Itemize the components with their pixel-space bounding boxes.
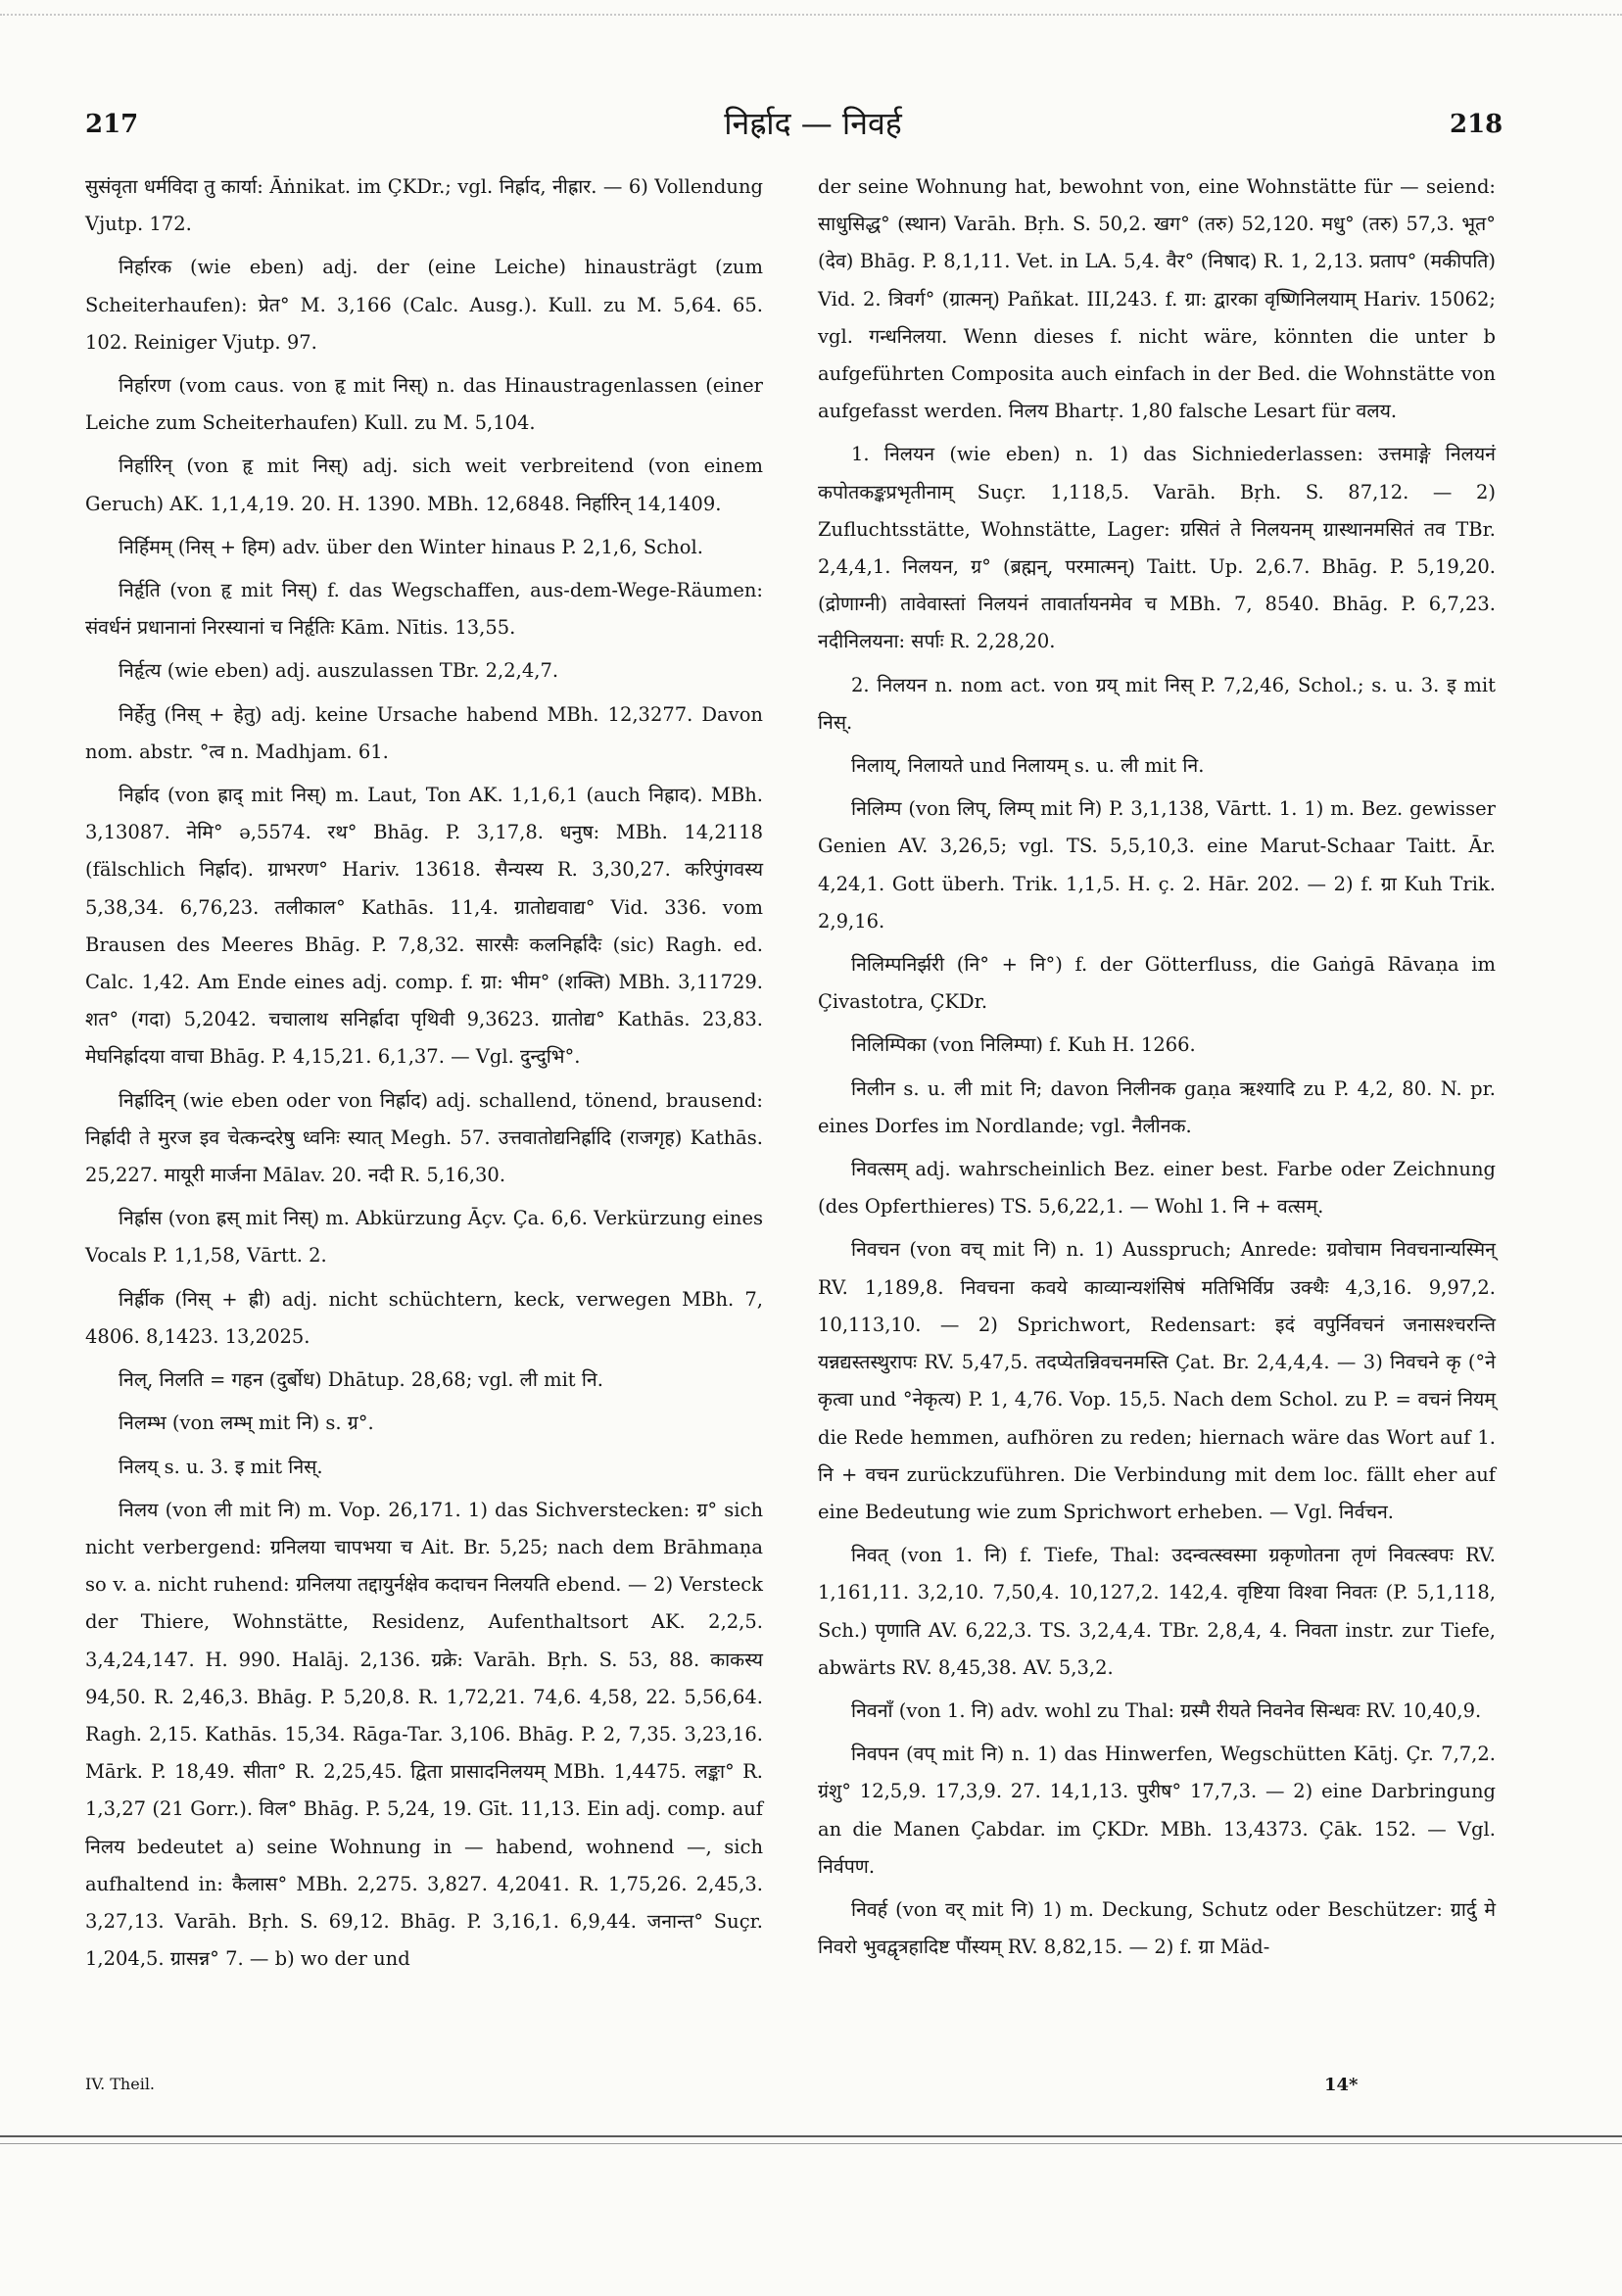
entry-paragraph: निलय् s. u. 3. इ mit निस्. <box>119 1455 323 1478</box>
entry-paragraph: निवचन (von वच् mit नि) n. 1) Ausspruch; Anrede: ग्रवोचाम निवचनान्यस्मिन् RV. 1,189,8. निवचना कवये काव्यान्यशंसिषं मतिभिर्विप्र उक्थैः 4,3,16. 9,97,2. 10,113,10. — 2) Sprichwort, Redensart: इदं वपुर्निवचनं जनासश्चरन्ति यन्नद्यस्तस्थुरापः RV. 5,47,5. तदप्येतन्निवचनमस्ति Çat. Br. 2,4,4,4. — 3) निवचने कृ (°ने कृत्वा und °नेकृत्य) P. 1, 4,76. Vop. 15,5. Nach dem Schol. zu P. = वचनं नियम् die Rede hemmen, aufhören zu reden; hiernach wäre das Wort auf 1. नि + वचन zurückzuführen. Die Verbindung mit dem loc. fällt eher auf eine Bedeutung wie zum Sprichwort erheben. — Vgl. निर्वचन. <box>818 1238 1496 1523</box>
entry-paragraph: सुसंवृता धर्मविदा तु कार्या: Āṅnikat. im ÇKDr.; vgl. निर्ह्राद, नीह्रार. — 6) Vollendung Vjutp. 172. <box>85 175 763 236</box>
entry-paragraph: निलाय्, निलायते und निलायम् s. u. ली mit नि. <box>851 754 1205 778</box>
entry-paragraph: निलिम्प (von लिप्, लिम्प् mit नि) P. 3,1,138, Vārtt. 1. 1) m. Bez. gewisser Genien AV. 3,26,5; vgl. TS. 5,5,10,3. eine Marut-Schaar Taitt. Ār. 4,24,1. Gott überh. Trik. 1,1,5. H. ç. 2. Hār. 202. — 2) f. ग्रा Kuh Trik. 2,9,16. <box>818 797 1496 933</box>
volume-footer: IV. Theil. <box>85 2075 156 2093</box>
page-number-left: 217 <box>85 110 139 139</box>
entry-paragraph: निर्हेतु (निस् + हेतु) adj. keine Ursache habend MBh. 12,3277. Davon nom. abstr. °त्व n. Madhjam. 61. <box>85 702 763 763</box>
entry-paragraph: 1. निलयन (wie eben) n. 1) das Sichniederlassen: उत्तमाङ्गे निलयनं कपोतकङ्कप्रभृतीनाम् Suçr. 1,118,5. Varāh. Bṛh. S. 87,12. — 2) Zufluchtsstätte, Wohnstätte, Lager: ग्रसितं ते निलयनम् ग्रास्थानमसितं तव TBr. 2,4,4,1. निलयन, ग्र° (ब्रह्मन्, परमात्मन्) Taitt. Up. 2,6.7. Bhāg. P. 5,19,20. (द्रोणाग्नी) तावेवास्तां निलयनं तावार्तायनमेव च MBh. 7, 8540. Bhāg. P. 6,7,23. नदीनिलयना: सर्पाः R. 2,28,20. <box>818 443 1496 653</box>
entry-paragraph: 2. निलयन n. nom act. von ग्रय् mit निस् P. 7,2,46, Schol.; s. u. 3. इ mit निस्. <box>818 673 1496 734</box>
entry-paragraph: निवत् (von 1. नि) f. Tiefe, Thal: उदन्वत्स्वस्मा ग्रकृणोतना तृणं निवत्स्वपः RV. 1,161,11. 3,2,10. 7,50,4. 10,127,2. 142,4. वृष्टिया विश्वा निवतः (P. 5,1,118, Sch.) पृणाति AV. 6,22,3. TS. 3,2,4,4. TBr. 2,8,4, 4. निवता instr. zur Tiefe, abwärts RV. 8,45,38. AV. 5,3,2. <box>818 1544 1496 1679</box>
entry-paragraph: निवर्ह (von वर् mit नि) 1) m. Deckung, Schutz oder Beschützer: ग्रार्दु मे निवरो भुवद्वृत्रहादिष्ट पौंस्यम् RV. 8,82,15. — 2) f. ग्रा Mäd- <box>818 1897 1496 1959</box>
entry-paragraph: निर्हारिन् (von हृ mit निस्) adj. sich weit verbreitend (von einem Geruch) AK. 1,1,4,19. 20. H. 1390. MBh. 12,6848. निर्हारिन् 14,1409. <box>85 454 763 515</box>
top-edge-rule <box>0 0 1622 16</box>
entry-paragraph: निर्हारक (wie eben) adj. der (eine Leiche) hinausträgt (zum Scheiterhaufen): प्रेत° M. 3,166 (Calc. Ausg.). Kull. zu M. 5,64. 65. 102. Reiniger Vjutp. 97. <box>85 256 763 354</box>
bottom-edge-rule <box>0 2143 1622 2144</box>
entry-paragraph: der seine Wohnung hat, bewohnt von, eine Wohnstätte für — seiend: साधुसिद्ध° (स्थान) Varāh. Bṛh. S. 50,2. खग° (तरु) 52,120. मधु° (तरु) 57,3. भूत° (देव) Bhāg. P. 8,1,11. Vet. in LA. 5,4. वैर° (निषाद) R. 1, 2,13. प्रताप° (मकीपति) Vid. 2. त्रिवर्ग° (ग्रात्मन्) Pañkat. III,243. f. ग्रा: द्वारका वृष्णिनिलयाम् Hariv. 15062; vgl. गन्धनिलया. Wenn dieses f. nicht wäre, könnten die unter b aufgeführten Composita auch einfach in der Bed. die Wohnstätte von aufgefasst werden. निलय Bhartṛ. 1,80 falsche Lesart für वलय. <box>818 175 1496 423</box>
entry-paragraph: निर्हृत्य (wie eben) adj. auszulassen TBr. 2,2,4,7. <box>119 659 559 683</box>
right-column <box>818 168 1496 1972</box>
page-number-right: 218 <box>1450 110 1503 139</box>
entry-paragraph: निर्हारण (vom caus. von हृ mit निस्) n. das Hinaustragenlassen (einer Leiche zum Scheiterhaufen) Kull. zu M. 5,104. <box>85 374 763 435</box>
entry-paragraph: निर्हृति (von हृ mit निस्) f. das Wegschaffen, aus-dem-Wege-Räumen: संवर्धनं प्रधानानां निरस्यानां च निर्हृतिः Kām. Nītis. 13,55. <box>85 579 763 640</box>
entry-paragraph: निलिम्पनिर्झरी (नि° + नि°) f. der Götterfluss, die Gaṅgā Rāvaṇa im Çivastotra, ÇKDr. <box>818 953 1496 1014</box>
entry-paragraph: निवपन (वप् mit नि) n. 1) das Hinwerfen, Wegschütten Kātj. Çr. 7,7,2. ग्रंशु° 12,5,9. 17,3,9. 27. 14,1,13. पुरीष° 17,7,3. — 2) eine Darbringung an die Manen Çabdar. im ÇKDr. MBh. 13,4373. Çāk. 152. — Vgl. निर्वपण. <box>818 1743 1496 1878</box>
entry-paragraph: निवत्सम् adj. wahrscheinlich Bez. einer best. Farbe oder Zeichnung (des Opferthieres) TS. 5,6,22,1. — Wohl 1. नि + वत्सम्. <box>818 1158 1496 1219</box>
entry-paragraph: निलिम्पिका (von निलिम्पा) f. Kuh H. 1266. <box>851 1033 1196 1057</box>
entry-paragraph: निलीन s. u. ली mit नि; davon निलीनक gaṇa ऋश्यादि zu P. 4,2, 80. N. pr. eines Dorfes im Nordlande; vgl. नैलीनक. <box>818 1076 1496 1137</box>
signature-mark: 14* <box>1324 2075 1359 2095</box>
entry-paragraph: निर्ह्राद (von ह्राद् mit निस्) m. Laut, Ton AK. 1,1,6,1 (auch निह्राद). MBh. 3,13087. नेमि° ə,5574. रथ° Bhāg. P. 3,17,8. धनुष: MBh. 14,2118 (fälschlich निर्ह्राद). ग्राभरण° Hariv. 13618. सैन्यस्य R. 3,30,27. करिपुंगवस्य 5,38,34. 6,76,23. तलीकाल° Kathās. 11,4. ग्रातोद्यवाद्य° Vid. 336. vom Brausen des Meeres Bhāg. P. 7,8,32. सारसैः कलनिर्ह्रादैः (sic) Ragh. ed. Calc. 1,42. Am Ende eines adj. comp. f. ग्रा: भीम° (शक्ति) MBh. 3,11729. शत° (गदा) 5,2042. चचालाथ सनिर्ह्रादा पृथिवी 9,3623. ग्रातोद्य° Kathās. 23,83. मेघनिर्ह्रादया वाचा Bhāg. P. 4,15,21. 6,1,37. — Vgl. दुन्दुभि°. <box>85 784 763 1069</box>
entry-paragraph: निर्ह्रास (von ह्रस् mit निस्) m. Abkürzung Āçv. Ça. 6,6. Verkürzung eines Vocals P. 1,1,58, Vārtt. 2. <box>85 1207 763 1268</box>
entry-paragraph: निर्ह्रादिन् (wie eben oder von निर्ह्राद) adj. schallend, tönend, brausend: निर्ह्रादी ते मुरज इव चेत्कन्दरेषु ध्वनिः स्यात् Megh. 57. उत्तवातोद्यनिर्ह्रादि (राजगृह) Kathās. 25,227. मायूरी मार्जना Mālav. 20. नदी R. 5,16,30. <box>85 1088 763 1187</box>
entry-paragraph: निवनाँ (von 1. नि) adv. wohl zu Thal: ग्रस्मै रीयते निवनेव सिन्धवः RV. 10,40,9. <box>851 1698 1482 1722</box>
entry-paragraph: निर्हिमम् (निस् + हिम) adv. über den Winter hinaus P. 2,1,6, Schol. <box>119 535 703 558</box>
running-head: निर्ह्राद — निवर्ह <box>724 105 902 142</box>
left-column <box>85 168 763 1984</box>
entry-paragraph: निर्ह्रीक (निस् + ह्री) adj. nicht schüchtern, keck, verwegen MBh. 7, 4806. 8,1423. 13,2025. <box>85 1287 763 1348</box>
entry-paragraph: निलय (von ली mit नि) m. Vop. 26,171. 1) das Sichverstecken: ग्र° sich nicht verbergend: ग्रनिलया चापभया च Ait. Br. 5,25; nach dem Brāhmaṇa so v. a. nicht ruhend: ग्रनिलया तद्दायुर्नक्षेव कदाचन निलयति ebend. — 2) Versteck der Thiere, Wohnstätte, Residenz, Aufenthaltsort AK. 2,2,5. 3,4,24,147. H. 990. Halāj. 2,136. ग्रक्रे: Varāh. Bṛh. S. 53, 88. काकस्य 94,50. R. 2,46,3. Bhāg. P. 5,20,8. R. 1,72,21. 74,6. 4,58, 22. 5,56,64. Ragh. 2,15. Kathās. 15,34. Rāga-Tar. 3,106. Bhāg. P. 2, 7,35. 3,23,16. Mārk. P. 18,49. सीता° R. 2,25,45. द्विता प्रासादनिलयम् MBh. 1,4475. लङ्का° R. 1,3,27 (21 Gorr.). विल° Bhāg. P. 5,24, 19. Gīt. 11,13. Ein adj. comp. auf निलय bedeutet a) seine Wohnung in — habend, wohnend —, sich aufhaltend in: कैलास° MBh. 2,275. 3,827. 4,2041. R. 1,75,26. 2,45,3. 3,27,13. Varāh. Bṛh. S. 69,12. Bhāg. P. 3,16,1. 6,9,44. जनान्त° Suçr. 1,204,5. ग्रासन्न° 7. — b) wo der und <box>85 1498 763 1971</box>
bottom-edge-rule <box>0 2135 1622 2137</box>
entry-paragraph: निल्, निलति = गहन (दुर्बोध) Dhātup. 28,68; vgl. ली mit नि. <box>119 1368 603 1392</box>
entry-paragraph: निलम्भ (von लम्भ् mit नि) s. ग्र°. <box>119 1411 374 1435</box>
